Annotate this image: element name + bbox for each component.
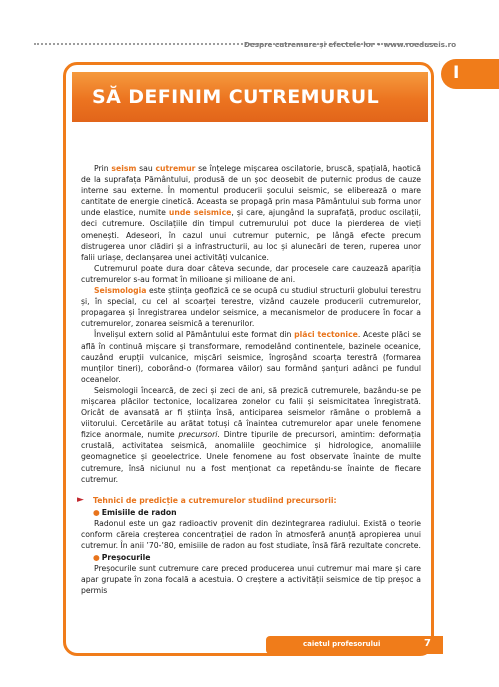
keyword-seism: seism xyxy=(111,164,137,173)
paragraph-preshock: Preșocurile sunt cutremure care preced producerea unui cutremur mai mare și care apar grupate în zona focală a acestuia. O creștere a activității seismice de tip preșoc a permis xyxy=(81,564,421,596)
paragraph-precursors xyxy=(81,385,421,485)
running-header: Despre cutremure și efectele lor • www.roeduseis.ro xyxy=(243,40,456,49)
page-number: 7 xyxy=(424,638,431,649)
text-run: este știința geofizică ce se ocupă cu studiul structurii globului terestru și, în special, cu cel al scoarței terestre, vizând cauzele producerii cutremurelor, propagarea și înregistrarea undelor seismice, a mecanismelor de producere în focar a cutremurelor, zonarea seismică a terenurilor. xyxy=(81,286,421,329)
section-heading xyxy=(77,494,421,506)
subheading-text: Preșocurile xyxy=(101,553,151,563)
footer-label: caietul profesorului xyxy=(303,640,381,648)
paragraph-seismology xyxy=(81,285,421,329)
term-precursori: precursori xyxy=(178,430,218,440)
paragraph-radon: Radonul este un gaz radioactiv provenit din dezintegrarea radiului. Există o teorie conform căreia creșterea concentrației de radon în atmosferă anunță apropierea unui cutremur. În anii ’70-’80, emisiile de radon au fost studiate, însă fără rezultate concrete. xyxy=(81,518,421,551)
text-run: Învelișul extern solid al Pământului este format din xyxy=(94,330,295,340)
text-run: Prin xyxy=(94,164,112,173)
chapter-tab xyxy=(441,59,499,89)
subheading-preshock xyxy=(81,552,421,563)
bullet-icon: ● xyxy=(93,553,100,563)
keyword-seismologia: Seismologia xyxy=(94,286,147,296)
article-body xyxy=(77,163,422,597)
text-run: Seismologii încearcă, de zeci și zeci de ani, să prezică cutremurele, bazându-se pe mișcarea plăcilor tectonice, localizarea zonelor cu falii și seismicitatea înregistrată. Oricât de avansată ar fi știința însă, anticiparea seismelor rămâne o problemă a viitorului. Cercetările au arătat totuși că înaintea cutremurelor apar unele fenomene fizice anormale, numite xyxy=(81,385,421,440)
subheading-text: Emisiile de radon xyxy=(101,507,177,517)
footer-bar xyxy=(266,636,443,654)
text-run: se înțelege mișcarea oscilatorie, bruscă, spațială, haotică de la suprafața Pământului, produsă de un șoc deosebit de puternic produs de cauze interne sau externe. În momentul producerii șocului seismic, se eliberează o mare cantitate de energie cinetică. Aceasta se propagă prin masa Pământului sub forma unor unde elastice, numite xyxy=(81,164,422,218)
text-run: sau xyxy=(136,164,156,173)
subheading-radon xyxy=(81,507,421,518)
text-run: . Aceste plăci se află în continuă mișcare și transformare, remodelând continentele, bazinele oceanice, cauzând erupții vulcanice, mișcări seismice, îngroșând scoarța terestră (formarea munților tineri), coborând-o (formarea văilor) sau formând șanțuri adânci pe fundul oceanelor. xyxy=(81,330,421,384)
paragraph-tectonic xyxy=(81,329,421,384)
keyword-cutremur: cutremur xyxy=(155,164,196,173)
keyword-unde-seismice: unde seismice xyxy=(168,208,232,218)
title-banner xyxy=(72,72,428,122)
paragraph-duration: Cutremurul poate dura doar câteva secunde, dar procesele care cauzează apariția cutremurelor s-au format în milioane și milioane de ani. xyxy=(81,263,421,284)
section-title: Tehnici de predicție a cutremurelor studiind precursorii: xyxy=(93,495,337,505)
text-run: . Dintre tipurile de precursori, amintim: deformația crustală, activitatea seismică, anomaliile geochimice și hidrologice, anomaliile geomagnetice și geoelectrice. Unele fenomene au fost observate înainte de multe cutremure, însă niciunul nu a fost menționat ca repetându-se înainte de fiecare cutremur. xyxy=(81,430,421,484)
page-title: SĂ DEFINIM CUTREMURUL xyxy=(92,86,380,108)
arrow-icon: ► xyxy=(77,494,84,505)
keyword-placi-tectonice: plăci tectonice xyxy=(294,330,358,340)
chapter-number: I xyxy=(453,63,460,83)
text-run: , și care, ajungând la suprafață, produc oscilații, deci cutremure. Oscilațiile din timpul cutremurului pot duce la pierderea de vieți omenești. Adeseori, în cazul unui cutremur puternic, pe lângă efecte precum distrugerea unor clădiri și a infrastructurii, au loc și alunecări de teren, ruperea unor falii uriașe, declanșarea unei activități vulcanice. xyxy=(81,208,421,262)
bullet-icon: ● xyxy=(93,507,100,517)
paragraph-seism xyxy=(81,163,421,263)
